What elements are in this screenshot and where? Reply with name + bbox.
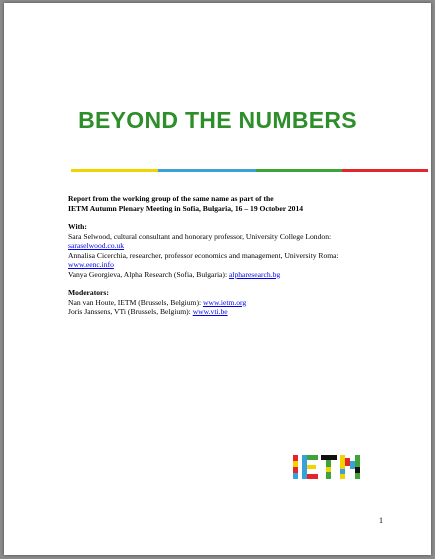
link-saraselwood[interactable]: saraselwood.co.uk	[68, 241, 125, 250]
participant-georgieva	[68, 270, 408, 280]
color-stripe-red	[342, 169, 428, 172]
report-line-1: Report from the working group of the same name as part of the	[68, 194, 274, 203]
page-number: 1	[379, 516, 383, 525]
report-body	[68, 194, 408, 317]
link-alpharesearch[interactable]: alpharesearch.bg	[228, 269, 281, 279]
link-vti[interactable]: www.vti.be	[192, 307, 228, 316]
color-stripe-blue	[158, 169, 256, 172]
ietm-logo	[293, 455, 363, 479]
ietm-logo-graphic	[293, 455, 363, 479]
document-title: BEYOND THE NUMBERS	[78, 107, 357, 133]
link-ietm[interactable]: www.ietm.org	[202, 297, 247, 307]
moderator-janssens	[68, 307, 408, 317]
moderator-text: Nan van Houte, IETM (Brussels, Belgium):	[68, 297, 203, 307]
participant-text: Sara Selwood, cultural consultant and honorary professor, University College London:	[68, 231, 332, 241]
participant-text: Annalisa Cicerchia, researcher, professor economics and management, University Roma:	[68, 250, 339, 260]
report-line-2: IETM Autumn Plenary Meeting in Sofia, Bulgaria, 16 – 19 October 2014	[68, 203, 304, 213]
participant-cicerchia	[68, 251, 408, 270]
moderator-van-houte	[68, 298, 408, 308]
moderator-text: Joris Janssens, VTi (Brussels, Belgium):	[68, 307, 193, 316]
color-stripe-yellow	[71, 169, 158, 172]
with-heading: With:	[68, 222, 87, 231]
link-eenc[interactable]: www.eenc.info	[68, 260, 114, 269]
moderators-heading: Moderators:	[68, 288, 109, 297]
color-stripe-green	[256, 169, 342, 172]
participant-selwood	[68, 232, 408, 251]
document-page	[4, 3, 431, 555]
participant-text: Vanya Georgieva, Alpha Research (Sofia, Bulgaria):	[68, 269, 229, 279]
